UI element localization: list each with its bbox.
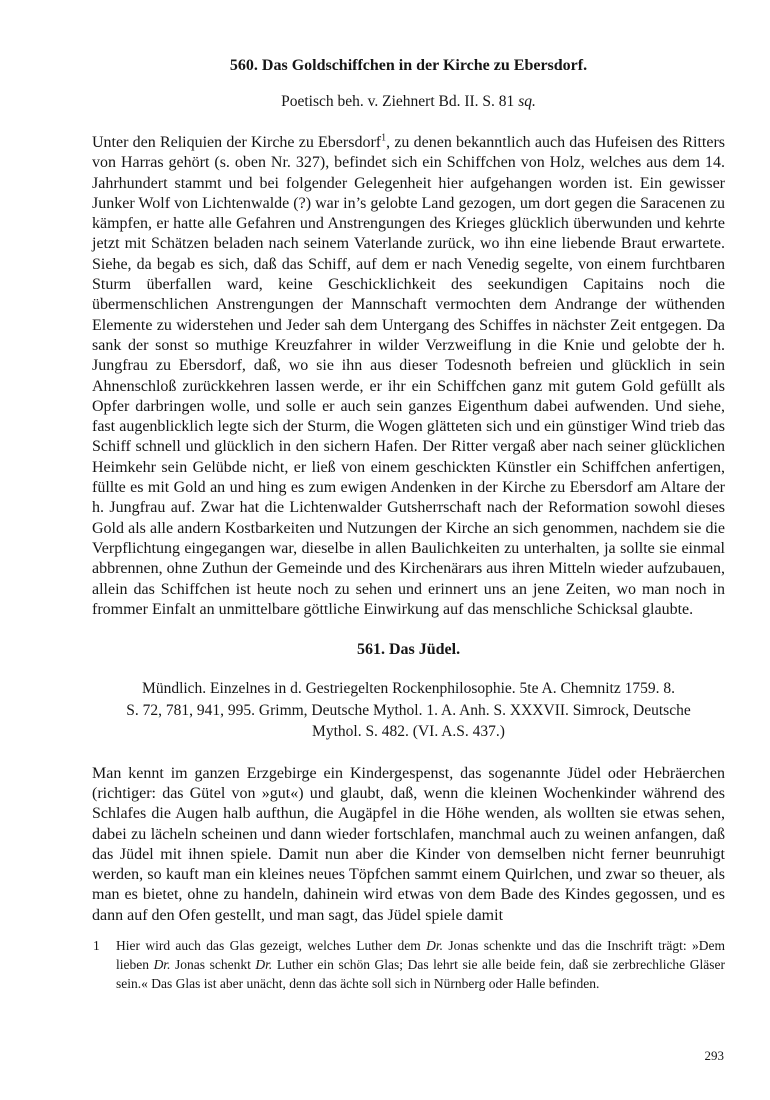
footnote [92, 936, 725, 993]
footnote-text-segment: Jonas schenkt [170, 957, 256, 972]
footnote-reference: 1 [381, 132, 387, 144]
footnote-text-segment: Jonas schenkte und das die Inschrift trägt: »Dem lieben [116, 938, 725, 972]
footnote-text [116, 938, 725, 991]
footnote-marker: 1 [93, 938, 100, 953]
entry-560-paragraph [92, 133, 725, 620]
footnote-abbrev-dr: Dr. [153, 957, 171, 972]
page-number: 293 [704, 1048, 724, 1063]
footnote-abbrev-dr: Dr. [255, 957, 273, 972]
entry-561-heading: 561. Das Jüdel. [356, 641, 461, 659]
entry-561-source-line: Mythol. S. 482. (VI. A.S. 437.) [312, 723, 505, 741]
entry-561-paragraph: Man kennt im ganzen Erzgebirge ein Kindergespenst, das sogenannte Jüdel oder Hebräerchen (richtiger: das Gütel von »gut«) und glaubt, daß, wenn die kleinen Wochenkinder während des Schlafes die Augen halb aufthun, die Augäpfel in die Höhe wenden, als wollten sie etwas sehen, dabei zu lächeln scheinen und dann wieder fortschlafen, manchmal auch zu weinen anfangen, daß das Jüdel mit ihnen spiele. Damit nun aber die Kinder von demselben nicht ferner beunruhigt werden, so kauft man ein kleines neues Töpfchen sammt einem Quirlchen, und zwar so theuer, als man es bietet, ohne zu handeln, dahinein wird etwas von dem Bade des Kindes gegossen, und es dann auf den Ofen gestellt, und man sagt, das Jüdel spiele damit [92, 764, 725, 924]
entry-561-source-line: Mündlich. Einzelnes in d. Gestriegelten Rockenphilosophie. 5te A. Chemnitz 1759. 8. [142, 680, 675, 698]
entry-560-heading: 560. Das Goldschiffchen in der Kirche zu Ebersdorf. [229, 57, 588, 74]
footnote-text-segment: Hier wird auch das Glas gezeigt, welches Luther dem [116, 938, 427, 953]
entry-560-text-after-footnote-ref: , zu denen bekanntlich auch das Hufeisen des Ritters von Harras gehört (s. oben Nr. 327), befindet sich ein Schiffchen von Holz, welches aus dem 14. Jahrhundert stammt und bei folgender Gelegenheit hier aufgehangen worden ist. Ein gewisser Junker Wolf von Lichtenwalde (?) war in’s gelobte Land gezogen, um dort gegen die Saracenen zu kämpfen, er hatte alle Gefahren und Anstrengungen des Krieges glücklich überwunden und kehrte jetzt mit Schätzen beladen nach seinem Vaterlande zurück, wo ihn eine liebende Braut erwartete. Siehe, da begab es sich, daß das Schiff, auf dem er nach Venedig segelte, von einem furchtbaren Sturm überfallen ward, keine Geschicklichkeit des seekundigen Capitains noch die übermenschlichen Anstrengungen der Mannschaft vermochten dem Andrange der wüthenden Elemente zu widerstehen und Jeder sah dem Untergang des Schiffes in nächster Zeit entgegen. Da sank der sonst so muthige Kreuzfahrer in wilder Verzweiflung in die Knie und gelobte der h. Jungfrau zu Ebersdorf, daß, wo sie ihn aus dieser Todesnoth befreien und glücklich in sein Ahnenschloß zurückkehren lassen werde, er ihr ein Schiffchen ganz mit gutem Gold gefüllt als Opfer darbringen wolle, und solle er auch sein ganzes Eigenthum dabei aufwenden. Und siehe, fast augenblicklich legte sich der Sturm, die Wogen glätteten sich und ein günstiger Wind trieb das Schiff schnell und glücklich in den sichern Hafen. Der Ritter vergaß aber nach seiner glücklichen Heimkehr sein Gelübde nicht, er ließ von einem geschickten Künstler ein Schiffchen anfertigen, füllte es mit Gold an und hing es zum ewigen Andenken in der Kirche zu Ebersdorf am Altare der h. Jungfrau auf. Zwar hat die Lichtenwalder Gutsherrschaft nach der Reformation sowohl dieses Gold als alle andern Kostbarkeiten und Nutzungen der Kirche an sich genommen, nachdem sie die Verpflichtung eingegangen war, dieselbe in allen Baulichkeiten zu unterhalten, ja sollte sie einmal abbrennen, ohne Zuthun der Gemeinde und des Kirchenärars aus ihren Mitteln wieder aufzubauen, allein das Schiffchen ist heute noch zu sehen und erinnert uns an jene Zeiten, wo man noch in frommer Einfalt an unmittelbare göttliche Einwirkung auf das menschliche Schicksal glaubte. [92, 134, 725, 618]
entry-560-source-text: Poetisch beh. v. Ziehnert Bd. II. S. 81 [281, 93, 519, 110]
footnote-text-segment: Luther ein schön Glas; Das lehrt sie alle beide fein, daß sie zerbrechliche Gläser sein.« Das Glas ist aber unächt, denn das ächte soll sich in Nürnberg oder Halle befinden. [116, 957, 725, 991]
entry-561-source [92, 678, 725, 743]
entry-560-text-before-footnote-ref: Unter den Reliquien der Kirche zu Ebersdorf [92, 134, 382, 151]
entry-560-source-abbrev: sq. [518, 93, 536, 110]
entry-561-source-line: S. 72, 781, 941, 995. Grimm, Deutsche Mythol. 1. A. Anh. S. XXXVII. Simrock, Deutsche [126, 701, 691, 719]
footnote-abbrev-dr: Dr. [426, 938, 444, 953]
entry-560-source [92, 91, 725, 112]
